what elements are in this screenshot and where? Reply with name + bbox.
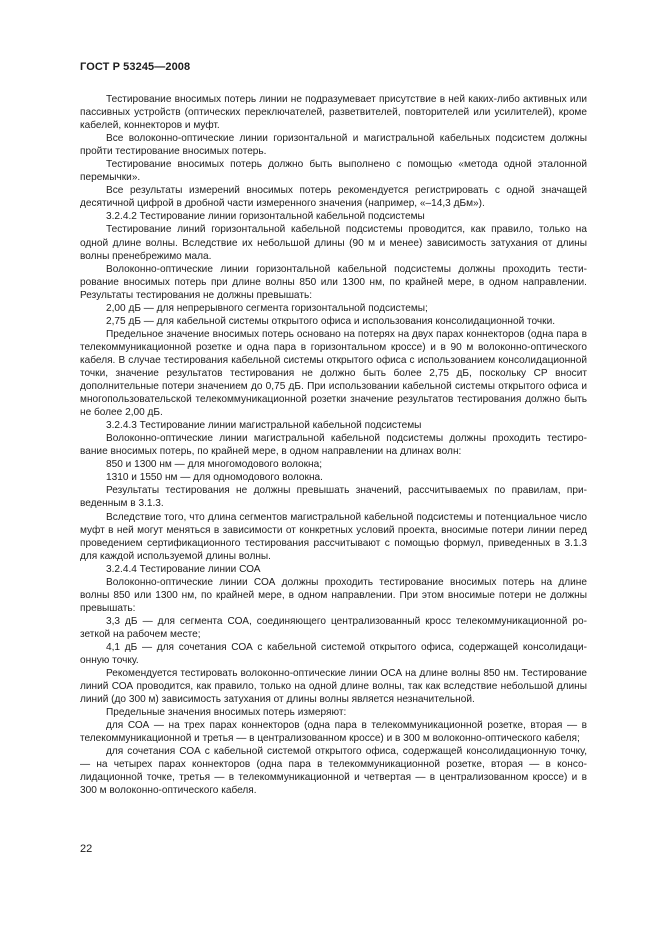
paragraph: Рекомендуется тестировать волоконно-оптические линии ОСА на длине волны 850 нм. Тестирование линий СОА проводится, как правило, только на одной длине волны, так как вследствие небольшой длины линий (до 300 м) зависимость затухания от длины волны является незначительной. xyxy=(80,668,587,706)
list-item: 850 и 1300 нм — для многомодового волокна; xyxy=(106,459,323,471)
paragraph: Тестирование линий горизонтальной кабельной подсистемы проводится, как правило, только на одной длине волны. Вследствие их небольшой длины (90 м и менее) зависимость затухания от длины волны пренебрежимо мала. xyxy=(80,224,587,262)
page-number: 22 xyxy=(80,843,93,855)
list-item: для СОА — на трех парах коннекторов (одна пара в телекоммуникационной розетке, вторая — в телекоммуникационной и третья — в централизованном кроссе) и в 300 м волоконно-оптического кабеля; xyxy=(80,720,587,745)
list-item: 1310 и 1550 нм — для одномодового волокна. xyxy=(106,472,323,484)
paragraph: Результаты тестирования не должны превышать значений, рассчитываемых по правилам, приведенным в 3.1.3. xyxy=(80,485,587,510)
list-item: для сочетания СОА с кабельной системой открытого офиса, содержащей консолидационную точку, — на четырех парах коннекторов (одна пара в телекоммуникационной розетке, вторая — в консолидационной точке, третья — в телекоммуникационной и четвертая — в централизованном кроссе) и в 300 м волоконно-оптического кабеля. xyxy=(80,746,587,797)
paragraph: Предельное значение вносимых потерь основано на потерях на двух парах коннекторов (одна пара в телекоммуникационной розетке и одна пара в горизонтальном кроссе) и в 90 м волоконно-оптического кабеля. В случае тестирования кабельной системы открытого офиса с использованием консолидационной точки, значение результатов тестирования не должно быть более 2,75 дБ, поскольку СР вносит дополнительные потери значением до 0,75 дБ. При использовании кабельной системы открытого офиса и многопользовательской телекоммуникационной розетки значение результатов тестирования должно быть не более 2,00 дБ. xyxy=(80,328,587,419)
document-header: ГОСТ Р 53245—2008 xyxy=(80,61,191,73)
paragraph: Все результаты измерений вносимых потерь рекомендуется регистрировать с одной значащей десятичной цифрой в дробной части измеренного значения (например, «–14,3 дБм»). xyxy=(80,185,587,210)
list-item: 4,1 дБ — для сочетания СОА с кабельной системой открытого офиса, содержащей консолидационную точку. xyxy=(80,641,587,667)
section-heading: 3.2.4.3 Тестирование линии магистральной кабельной подсистемы xyxy=(106,420,422,432)
section-heading: 3.2.4.4 Тестирование линии СОА xyxy=(106,563,261,575)
paragraph: Предельные значения вносимых потерь измеряют: xyxy=(106,707,347,719)
paragraph: Все волоконно-оптические линии горизонтальной и магистральной кабельных подсистем должны пройти тестирование вносимых потерь. xyxy=(80,133,587,158)
paragraph: Тестирование вносимых потерь линии не подразумевает присутствие в ней каких-либо активных или пассивных устройств (оптических переключателей, разветвителей, повторителей или усилителей), кроме кабелей, коннекторов и муфт. xyxy=(80,94,587,132)
paragraph: Тестирование вносимых потерь должно быть выполнено с помощью «метода одной эталонной перемычки». xyxy=(80,159,587,184)
section-heading: 3.2.4.2 Тестирование линии горизонтальной кабельной подсистемы xyxy=(106,211,425,223)
paragraph: Волоконно-оптические линии магистральной кабельной подсистемы должны проходить тестирование вносимых потерь, по крайней мере, в одном направлении на длинах волн: xyxy=(80,433,587,458)
paragraph: Вследствие того, что длина сегментов магистральной кабельной подсистемы и потенциальное число муфт в ней могут меняться в зависимости от конкретных условий проекта, вносимые потери линии перед проведением сертификационного тестирования рассчитывают с помощью формул, приведенных в 3.1.3 для каждой используемой длины волны. xyxy=(80,511,587,562)
list-item: 2,75 дБ — для кабельной системы открытого офиса и использования консолидационной точки. xyxy=(106,315,556,327)
list-item: 2,00 дБ — для непрерывного сегмента горизонтальной подсистемы; xyxy=(106,302,428,314)
document-body xyxy=(80,93,587,798)
paragraph: Волоконно-оптические линии горизонтальной кабельной подсистемы должны проходить тестирование вносимых потерь при длине волны 850 или 1300 нм, по крайней мере, в одном направлении. Результаты тестирования не должны превышать: xyxy=(80,263,587,301)
paragraph: Волоконно-оптические линии СОА должны проходить тестирование вносимых потерь на длине волны 850 или 1300 нм, по крайней мере, в одном направлении. При этом вносимые потери не должны превышать: xyxy=(80,576,587,614)
list-item: 3,3 дБ — для сегмента СОА, соединяющего централизованный кросс телекоммуникационной розеткой на рабочем месте; xyxy=(80,615,587,640)
